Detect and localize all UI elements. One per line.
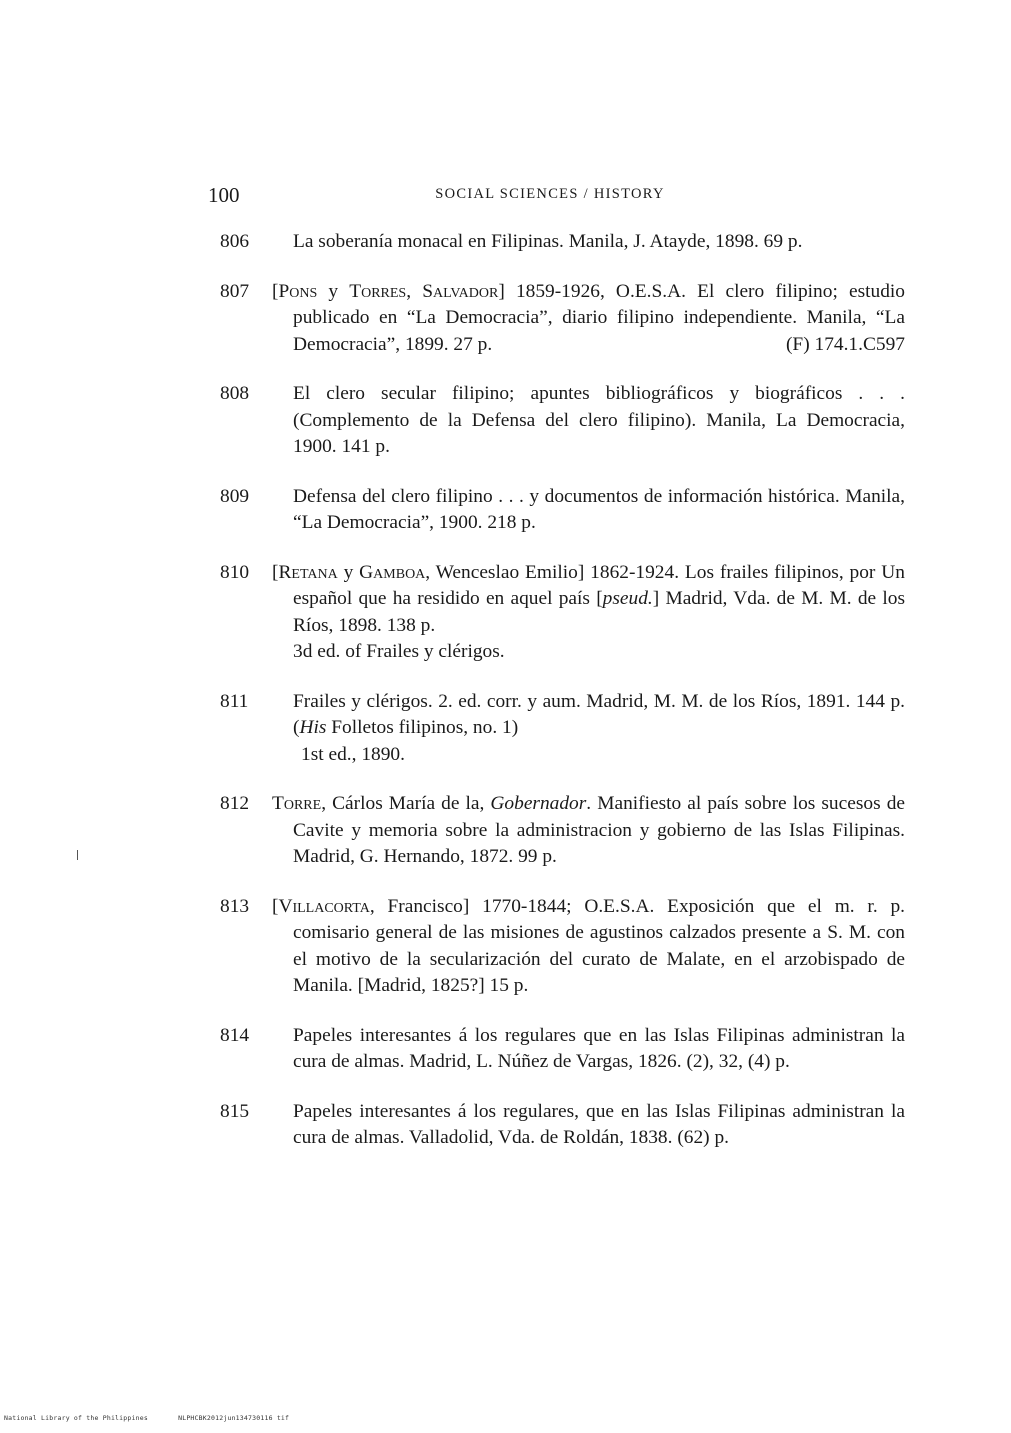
entry-806 <box>220 229 905 256</box>
author-surname: Villacorta <box>278 895 370 917</box>
entry-number: 807 <box>220 280 250 302</box>
scan-footer <box>4 1414 315 1422</box>
author-connector: y <box>328 280 339 302</box>
entry-text <box>293 689 905 769</box>
entry-description: 1862-1924. Los frailes filipinos, por Un español que ha residido en aquel país <box>293 561 905 609</box>
entry-810 <box>220 560 905 666</box>
entry-series: Folletos filipinos, no. 1) <box>331 717 519 738</box>
author-surname: Torres <box>349 280 407 302</box>
entry-text: La soberanía monacal en Filipinas. Manila, J. Atayde, 1898. 69 p. <box>293 231 803 252</box>
entry-807 <box>220 279 905 359</box>
entry-number: 811 <box>220 690 249 712</box>
entry-text: Papeles interesantes á los regulares, que en las Islas Filipinas administran la cura de almas. Valladolid, Vda. de Roldán, 1838. (62) p. <box>293 1100 905 1148</box>
entry-number: 808 <box>220 383 250 404</box>
author-surname: Retana <box>278 561 338 583</box>
entry-imprint: Madrid, Vda. de M. M. de los Ríos, 1898. 138 p. <box>293 588 906 636</box>
entry-808 <box>220 381 905 461</box>
entry-815 <box>220 1099 905 1152</box>
entry-text: Defensa del clero filipino . . . y documentos de información histórica. Manila, “La Democracia”, 1900. 218 p. <box>293 485 905 533</box>
entry-description: Frailes y clérigos. 2. ed. corr. y aum. Madrid, M. M. de los Ríos, 1891. 144 p. ( <box>293 690 905 738</box>
author-connector: y <box>343 561 354 583</box>
entry-number: 813 <box>220 895 250 917</box>
author-title: Gobernador <box>490 793 587 814</box>
author-surname: Pons <box>278 280 318 302</box>
series-his: His <box>299 717 327 738</box>
footer-library: National Library of the Philippines <box>4 1414 148 1422</box>
running-head: SOCIAL SCIENCES / HISTORY <box>435 186 665 202</box>
entry-description: 1859-1926, O.E.S.A. El clero filipino; estudio publicado en “La Democracia”, diario filipino independiente. Manila, “La Democracia”, 1899. 27 p. <box>293 280 905 355</box>
entry-number: 815 <box>220 1100 250 1122</box>
entry-text: Papeles interesantes á los regulares que en las Islas Filipinas administran la cura de almas. Madrid, L. Núñez de Vargas, 1826. (2), 32, (4) p. <box>293 1024 905 1072</box>
page-number: 100 <box>208 183 240 207</box>
entry-text: [Retana y Gamboa, Wenceslao Emilio] 1862-1924. Los frailes filipinos, por Un español que ha residido en aquel país [pseud.] Madrid, Vda. de M. M. de los Ríos, 1898. 138 p. 3d ed. of Frailes y clérigos. <box>272 560 905 666</box>
author-surname: Gamboa <box>359 561 426 583</box>
entry-text: Torre, Cárlos María de la, Gobernador. Manifiesto al país sobre los sucesos de Cavite y memoria sobre la administracion y gobierno de las Islas Filipinas. Madrid, G. Hernando, 1872. 99 p. <box>272 793 905 867</box>
entry-description: 1770-1844; O.E.S.A. Exposición que el m. r. p. comisario general de las misiones de agustinos calzados presente a S. M. con el motivo de la secularización del curato de Malate, en el arzobispado de Manila. [Madrid, 1825?] 15 p. <box>293 895 905 996</box>
entry-number: 810 <box>220 561 250 583</box>
entry-number: 814 <box>220 1024 250 1046</box>
entry-814 <box>220 1023 905 1076</box>
entry-809 <box>220 484 905 537</box>
entry-description: Manifiesto al país sobre los sucesos de Cavite y memoria sobre la administracion y gobierno de las Islas Filipinas. Madrid, G. Hernando, 1872. 99 p. <box>293 793 905 867</box>
entry-text: [Villacorta, Francisco] 1770-1844; O.E.S.A. Exposición que el m. r. p. comisario general de las misiones de agustinos calzados presente a S. M. con el motivo de la secularización del curato de Malate, en el arzobispado de Manila. [Madrid, 1825?] 15 p. <box>272 895 905 996</box>
entry-text: El clero secular filipino; apuntes bibliográficos y biográficos . . . (Complemento de la Defensa del clero filipino). Manila, La Democracia, 1900. 141 p. <box>293 383 905 457</box>
author-surname: Torre <box>272 793 322 814</box>
entry-number: 809 <box>220 485 250 507</box>
scan-mark <box>77 850 78 860</box>
pseudonym-mark: pseud. <box>602 588 653 609</box>
call-number: (F) 174.1.C597 <box>785 333 905 355</box>
entry-813 <box>220 894 905 1000</box>
entry-text: [Pons y Torres, Salvador] 1859-1926, O.E.S.A. El clero filipino; estudio publicado en “La Democracia”, diario filipino independiente. Manila, “La Democracia”, 1899. 27 p. (F) 174.1.C597 <box>272 279 905 359</box>
author-given-name: Francisco <box>387 895 463 917</box>
entry-note: 1st ed., 1890. <box>301 743 405 765</box>
entry-number: 812 <box>220 793 250 814</box>
footer-file-id: NLPHCBK2012jun134730116 tif <box>178 1414 290 1422</box>
entry-812 <box>220 791 905 871</box>
entry-811 <box>220 689 905 769</box>
entry-number: 806 <box>220 231 250 252</box>
entry-note: 3d ed. of Frailes y clérigos. <box>293 641 505 662</box>
bibliography-entries <box>220 229 905 1152</box>
author-given-name: Wenceslao Emilio <box>435 561 578 583</box>
author-given-name: Cárlos María de la, <box>332 793 485 814</box>
author-given-name: Salvador <box>422 280 499 302</box>
